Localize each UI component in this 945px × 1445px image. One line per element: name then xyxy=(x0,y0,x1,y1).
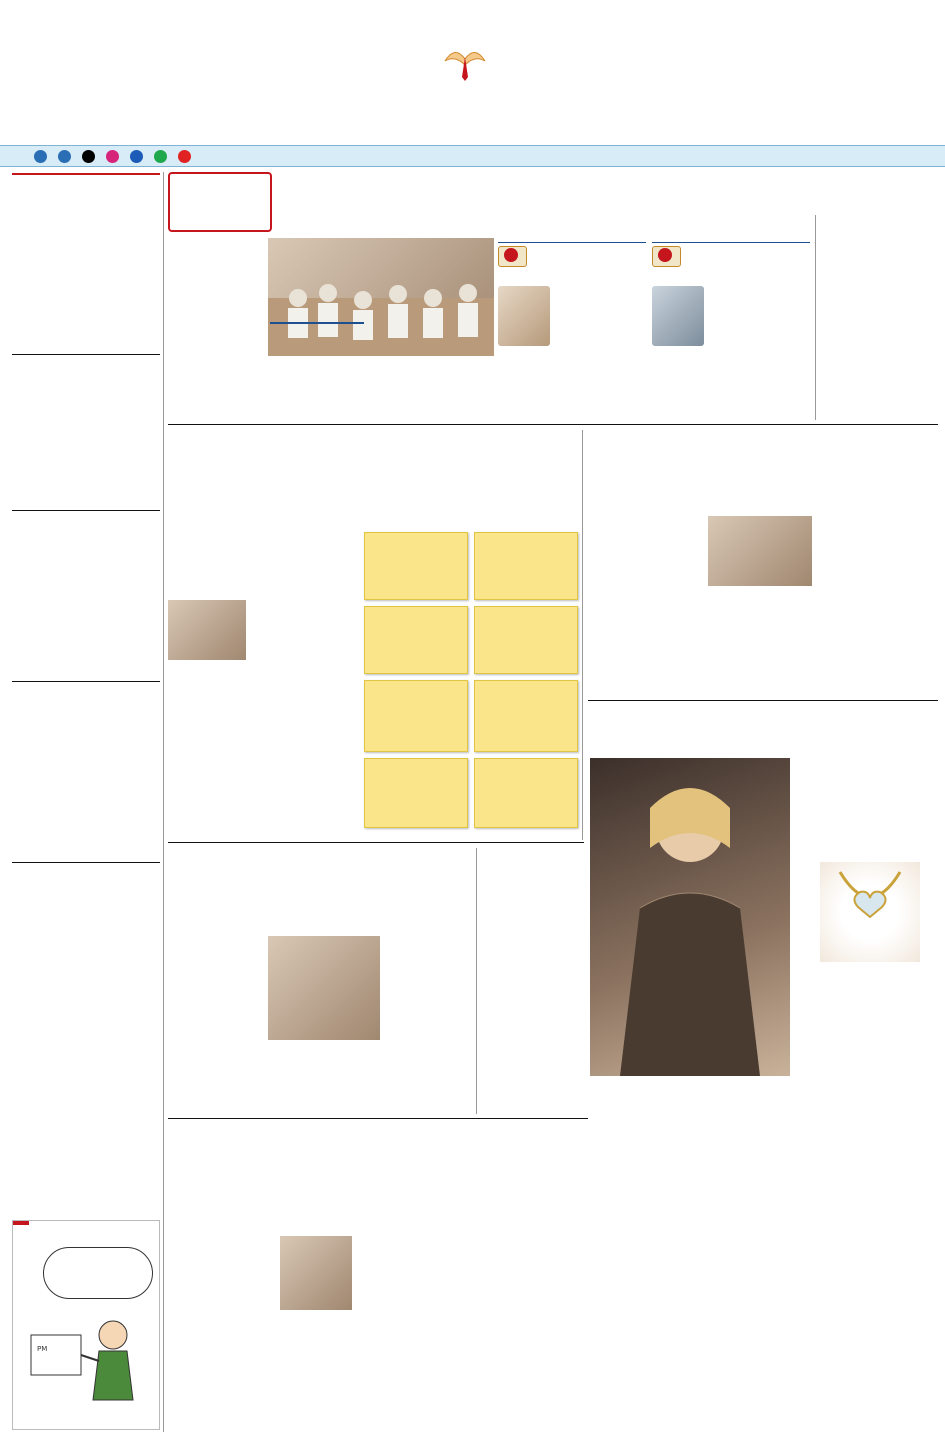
web-icon xyxy=(58,150,71,163)
brief-item xyxy=(12,686,160,856)
sticky-note xyxy=(364,758,468,828)
adani-body xyxy=(480,852,584,1062)
necklace-photo xyxy=(820,862,920,962)
youtube-icon xyxy=(178,150,191,163)
ajit-sub2-text xyxy=(384,938,474,1098)
weekend-badge xyxy=(270,322,364,324)
instagram-icon xyxy=(106,150,119,163)
bjp-body xyxy=(168,1228,274,1428)
social-facebook[interactable] xyxy=(130,150,146,163)
case-2-photo xyxy=(652,286,704,346)
case-1-label xyxy=(498,246,527,267)
case-2 xyxy=(652,242,810,422)
margot-col-3 xyxy=(794,998,938,1190)
cartoon-label xyxy=(13,1221,29,1225)
whatsapp-icon xyxy=(154,150,167,163)
sanskar-tag xyxy=(168,172,272,232)
globe-icon xyxy=(34,150,47,163)
masthead xyxy=(0,0,945,142)
x-icon xyxy=(82,150,95,163)
brief-text xyxy=(12,515,160,675)
sticky-note xyxy=(364,606,468,674)
brief-text xyxy=(12,686,160,856)
sanskar-side-notes xyxy=(820,218,938,423)
sanskar-body-2 xyxy=(268,370,494,418)
hitanand-photo xyxy=(280,1236,352,1310)
facebook-icon xyxy=(130,150,143,163)
sanskar-body xyxy=(168,264,264,418)
kisan-body xyxy=(590,536,704,696)
social-bar xyxy=(0,145,945,167)
sticky-note xyxy=(364,532,468,600)
cm-photo xyxy=(708,516,812,586)
case-2-title xyxy=(652,242,810,243)
social-youtube[interactable] xyxy=(178,150,194,163)
brief-text xyxy=(12,867,160,1017)
case-1 xyxy=(498,242,646,422)
case-1-text xyxy=(554,262,646,422)
pen-wings-logo xyxy=(440,35,490,85)
ajit-body xyxy=(168,960,264,1110)
brief-item xyxy=(12,359,160,504)
brief-text xyxy=(12,178,160,348)
margot-body xyxy=(794,758,938,858)
cartoon-drawing-icon xyxy=(23,1305,151,1410)
case-2-text xyxy=(708,262,808,422)
case-1-title xyxy=(498,242,646,243)
social-instagram[interactable] xyxy=(106,150,122,163)
case-1-photo xyxy=(498,286,550,346)
social-whatsapp[interactable] xyxy=(154,150,170,163)
budget-stickies xyxy=(364,532,580,832)
margot-col-1 xyxy=(590,1096,688,1202)
ajit-body-2 xyxy=(268,1054,380,1110)
news-brief-column xyxy=(12,172,160,1402)
social-website[interactable] xyxy=(58,150,74,163)
kisan-box-text xyxy=(816,517,938,667)
sticky-note xyxy=(364,680,468,752)
sticky-note xyxy=(474,758,578,828)
sunetra-photo xyxy=(268,936,380,1040)
ajit-sub2 xyxy=(384,936,474,1114)
news-brief-label xyxy=(12,172,160,175)
nirmala-photo xyxy=(168,600,246,660)
sticky-note xyxy=(474,606,578,674)
kisan-box xyxy=(816,514,938,698)
sticky-note xyxy=(474,532,578,600)
brief-item xyxy=(12,178,160,348)
social-epaper[interactable] xyxy=(34,150,50,163)
masthead-title xyxy=(180,20,750,100)
margot-col-2 xyxy=(692,1096,790,1202)
case-2-label xyxy=(652,246,681,267)
cartoon-corner xyxy=(29,1221,45,1225)
kisan-body-2 xyxy=(708,600,812,696)
social-x[interactable] xyxy=(82,150,98,163)
brief-text xyxy=(12,359,160,504)
margot-photo xyxy=(590,758,790,1076)
brief-item xyxy=(12,515,160,675)
svg-text:PM: PM xyxy=(37,1345,48,1353)
cartoon-box xyxy=(12,1220,160,1430)
sticky-note xyxy=(474,680,578,752)
adani-story xyxy=(480,848,584,1116)
brief-item xyxy=(12,867,160,1017)
bjp-sub-story xyxy=(280,1326,354,1430)
budget-body xyxy=(250,532,360,836)
sanskar-photo xyxy=(268,238,494,356)
cartoon-bubble xyxy=(43,1247,153,1299)
